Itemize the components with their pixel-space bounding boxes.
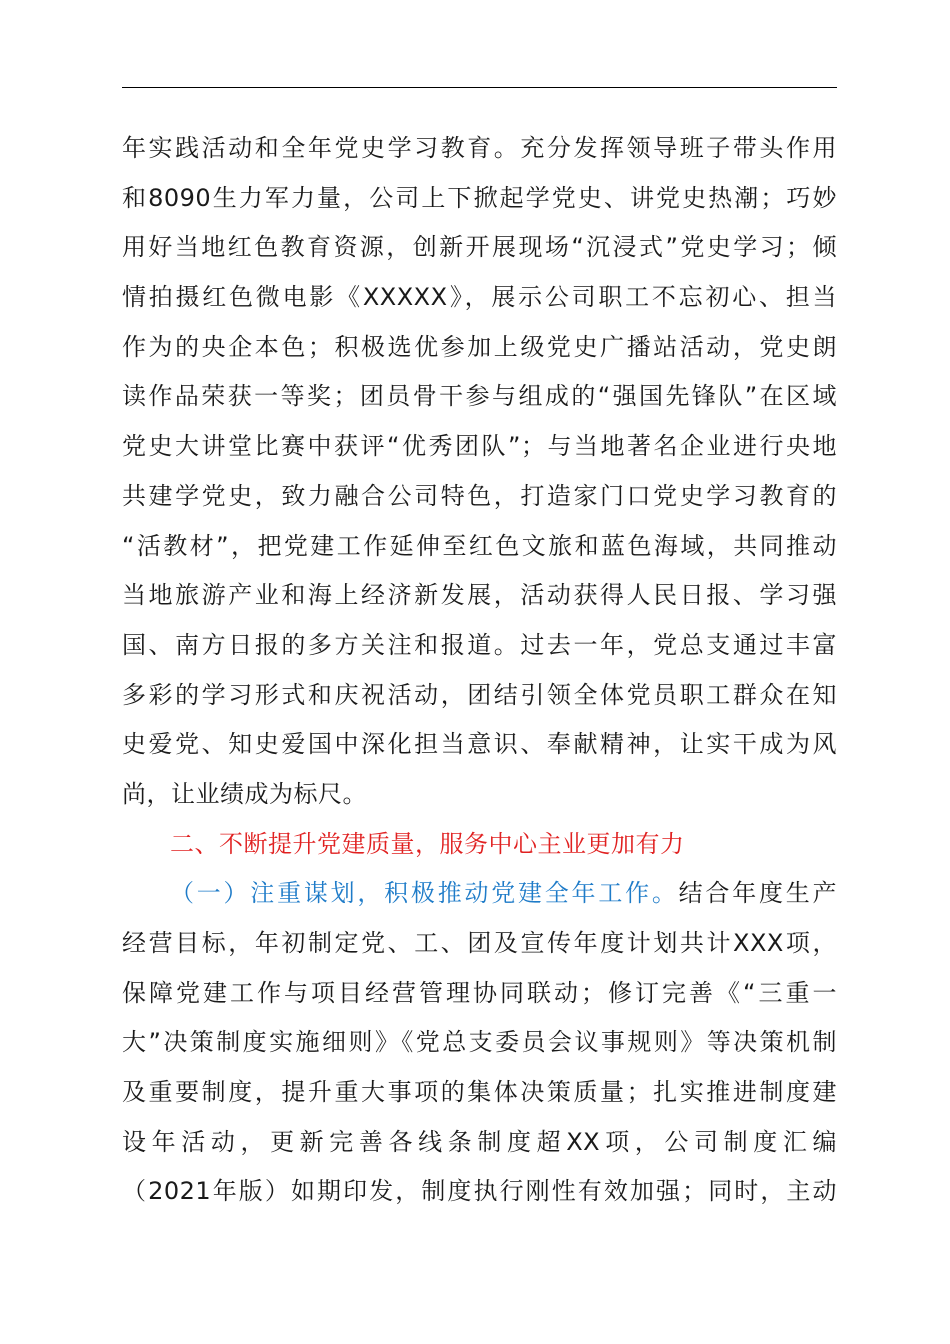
text-line: 设年活动，更新完善各线条制度超XX项，公司制度汇编 — [122, 1127, 837, 1156]
subsection-title: （一）注重谋划，积极推动党建全年工作。 — [170, 879, 679, 908]
text-line: 史爱党、知史爱国中深化担当意识、奉献精神，让实干成为风 — [122, 730, 837, 759]
header-rule — [122, 87, 837, 88]
text-line: 共建学党史，致力融合公司特色，打造家门口党史学习教育的 — [122, 481, 837, 510]
text-line: 保障党建工作与项目经营管理协同联动；修订完善《“三重一 — [122, 978, 837, 1007]
text-line: 当地旅游产业和海上经济新发展，活动获得人民日报、学习强 — [122, 581, 837, 610]
text-line: “活教材”，把党建工作延伸至红色文旅和蓝色海域，共同推动 — [122, 531, 837, 560]
text-line: 及重要制度，提升重大事项的集体决策质量；扎实推进制度建 — [122, 1078, 837, 1107]
paragraph-1 — [122, 124, 837, 820]
text-line: 年实践活动和全年党史学习教育。充分发挥领导班子带头作用 — [122, 134, 837, 162]
text-line: 大”决策制度实施细则》《党总支委员会议事规则》等决策机制 — [122, 1028, 837, 1057]
text-line: 和8090生力军力量，公司上下掀起学党史、讲党史热潮；巧妙 — [122, 183, 837, 212]
text-line: 国、南方日报的多方关注和报道。过去一年，党总支通过丰富 — [122, 630, 837, 659]
text-line: 经营目标，年初制定党、工、团及宣传年度计划共计XXX项， — [122, 929, 837, 957]
text-line: 情拍摄红色微电影《XXXXX》，展示公司职工不忘初心、担当 — [122, 283, 837, 312]
section-heading: 二、不断提升党建质量，服务中心主业更加有力 — [170, 829, 685, 858]
text-line: 党史大讲堂比赛中获评“优秀团队”；与当地著名企业进行央地 — [122, 432, 837, 461]
subsection-first-line — [122, 869, 837, 919]
document-body — [122, 124, 837, 1217]
text-line: 读作品荣获一等奖；团员骨干参与组成的“强国先锋队”在区域 — [122, 382, 837, 411]
text-line: 用好当地红色教育资源，创新开展现场“沉浸式”党史学习；倾 — [122, 233, 837, 262]
subsection-paragraph — [122, 869, 837, 1217]
text-line: 尚，让业绩成为标尺。 — [122, 779, 367, 808]
text-line: （2021年版）如期印发，制度执行刚性有效加强；同时，主动 — [122, 1177, 837, 1206]
subsection-first-line-text: 结合年度生产 — [678, 879, 838, 908]
text-line: 多彩的学习形式和庆祝活动，团结引领全体党员职工群众在知 — [122, 680, 837, 709]
text-line: 作为的央企本色；积极选优参加上级党史广播站活动，党史朗 — [122, 332, 837, 361]
